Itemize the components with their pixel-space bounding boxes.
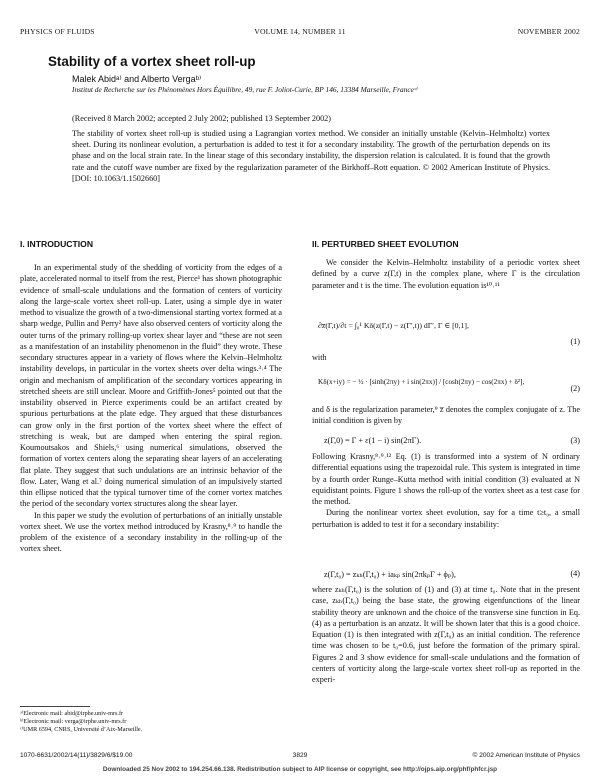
page-number: 3829 (292, 752, 308, 759)
copyright: © 2002 American Institute of Physics (472, 752, 580, 759)
journal-name: PHYSICS OF FLUIDS (20, 27, 95, 36)
footnote-b: ᵇ⁾Electronic mail: verga@irphe.univ-mrs.fr (20, 718, 127, 726)
abstract: The stability of vortex sheet roll-up is studied using a Lagrangian vortex method. We consider an initially unstable (Kelvin–Helmholtz) vortex sheet. During its nonlinear evolution, a perturbation is added to test it for a secondary instability. The growth of the perturbation depends on its phase and on the local strain rate. In the linear stage of this secondary instability, the dispersion relation is calculated. It is found that the growth rate and the cutoff wave number are fixed by the regularization parameter of the Birkhoff–Rott equation. © 2002 American Institute of Physics. [DOI: 10.1063/1.1502660] (72, 129, 550, 183)
evol-paragraph-5: where zₖₕ(Γ,t₀) is the solution of (1) and (3) at time t₀. Note that in the present case, zₖₕ(Γ,t₀) being the base state, the growing eigenfunctions of the linear stability theory are unknown and the choice of the transverse sine function in Eq. (4) as a perturbation is an anzatz. It will be shown later that this is a good choice. Equation (1) is then integrated with z(Γ,t₀) as an initial condition. The reference time was chosen to be t₀=0.6, just before the formation of the primary spiral. Figures 2 and 3 show evidence for small-scale undulations and the formation of centers of vorticity along the large-scale vortex sheet roll-up as reported in the experi- (312, 585, 580, 684)
with-word: with (312, 353, 327, 362)
equation-3 (312, 434, 580, 448)
with-text (312, 352, 580, 363)
equation-4-body: z(Γ,t₀) = zₖₕ(Γ,t₀) + iaₖₚ sin(2πkₚΓ + ϕₚ), (324, 570, 456, 579)
footnote-rule (20, 706, 90, 707)
intro-paragraph-1: In an experimental study of the shedding of vorticity from the edges of a plate, accelerated normal to itself from the rest, Pierce¹ has shown photographic evidence of small-scale undulations and the formation of centers of vorticity along the large-scale vortex sheet roll-up. Later, using a simple dye in water method to visualize the growth of a two-dimensional starting vortex formed at a sharp wedge, Pullin and Perry² have also observed centers of vorticity along the outer turns of the primary rolling-up vortex shear layer and “these are not seen as a manifestation of an instability phenomenon in the fluid” they wrote. These secondary structures appear in a variety of flows where the Kelvin–Helmholtz instability develops, in particular in the vortex sheets over delta wings.³˒⁴ The origin and mechanism of amplification of the secondary vortices appearing in stretched sheets are still unclear. Moore and Griffith-Jones⁵ pointed out that the instability observed in Pierce experiments could be an artifact created by spurious perturbations at the plate edge. They argued that these disturbances can grow only in the first portion of the vortex sheet where the effect of stretching is weak, but are damped when entering the spiral region. Koumoutsakos and Shiels,⁶ using numerical simulations, observed the formation of vortex centers along the separating shear layers of an accelerating flat plate. They suggest that such undulations are an intrinsic behavior of the flow. Later, Wang et al.⁷ doing numerical simulation of an impulsively started thin ellipse noticed that the typical turnover time of the corner vortex matches the period of the secondary vortex structures along the shear layer. (20, 263, 282, 509)
right-column-lower (312, 451, 580, 530)
equation-2-body: Kδ(x+iy) = − ½ · [sinh(2πy) + i sin(2πx)] / [cosh(2πy) − cos(2πx) + δ²], (318, 378, 525, 386)
equation-4 (312, 567, 580, 581)
footnote-c: ᶜ⁾UMR 6594, CNRS, Université d’Aix-Marseille. (20, 726, 143, 734)
volume-number: VOLUME 14, NUMBER 11 (254, 27, 346, 36)
footer-code: 1070-6631/2002/14(11)/3829/6/$19.00 (20, 752, 133, 759)
right-column-bottom (312, 584, 580, 685)
authors: Malek Abidᵃ⁾ and Alberto Vergaᵇ⁾ (72, 74, 202, 84)
issue-date: NOVEMBER 2002 (517, 27, 580, 36)
equation-1-number: (1) (570, 337, 580, 346)
right-column-mid (312, 404, 580, 427)
paper-title: Stability of a vortex sheet roll-up (48, 54, 256, 69)
section-heading-introduction: I. INTRODUCTION (20, 239, 94, 249)
equation-3-number: (3) (570, 436, 580, 445)
affiliation: Institut de Recherche sur les Phénomènes Hors Équilibre, 49, rue F. Joliot-Curie, BP 146, 13384 Marseille, Franceᶜ⁾ (72, 85, 418, 94)
left-column (20, 262, 282, 555)
evol-paragraph-1: We consider the Kelvin–Helmholtz instability of a periodic vortex sheet defined by a curve z(Γ,t) in the complex plane, where Γ is the circulation parameter and t is the time. The evolution equation is¹⁰˒¹¹ (312, 258, 580, 290)
evol-paragraph-3: Following Krasny,⁸˒⁹˒¹² Eq. (1) is transformed into a system of N ordinary differential equations using the trapezoidal rule. This system is integrated in time by a fourth order Runge–Kutta method with initial condition (3) evaluated at N equidistant points. Figure 1 shows the roll-up of the vortex sheet as a test case for the method. (312, 452, 580, 506)
running-header (20, 27, 580, 39)
equation-1 (312, 315, 580, 345)
equation-2 (312, 372, 580, 402)
equation-1-body: ∂z̅(Γ,t)/∂t = ∫₀¹ Kδ(z(Γ,t) − z(Γ′,t)) dΓ′, Γ ∈ [0,1], (318, 321, 469, 330)
download-notice: Downloaded 25 Nov 2002 to 194.254.66.138. Redistribution subject to AIP license or copyright, see http://ojps.aip.org/phf/phfcr.jsp (102, 766, 498, 773)
equation-2-number: (2) (570, 384, 580, 393)
equation-4-number: (4) (570, 569, 580, 578)
received-dates: (Received 8 March 2002; accepted 2 July 2002; published 13 September 2002) (72, 114, 331, 123)
footnote-a: ᵃ⁾Electronic mail: abid@irphe.univ-mrs.fr (20, 710, 124, 717)
section-heading-perturbed-sheet: II. PERTURBED SHEET EVOLUTION (312, 239, 459, 249)
footnotes (20, 710, 260, 735)
evol-paragraph-2: and δ is the regularization parameter,⁹ z̅ denotes the complex conjugate of z. The initial condition is given by (312, 405, 580, 426)
evol-paragraph-4: During the nonlinear vortex sheet evolution, say for a time t≥t₀, a small perturbation is added to test it for a secondary instability: (312, 508, 580, 529)
equation-3-body: z(Γ,0) = Γ + ε(1 − i) sin(2πΓ). (324, 436, 422, 445)
right-column-top (312, 257, 580, 291)
intro-paragraph-2: In this paper we study the evolution of perturbations of an initially unstable vortex sheet. We use the vortex method introduced by Krasny,⁸˒⁹ to handle the problem of the existence of a secondary instability in the rolling-up of the vortex sheet. (20, 510, 282, 554)
